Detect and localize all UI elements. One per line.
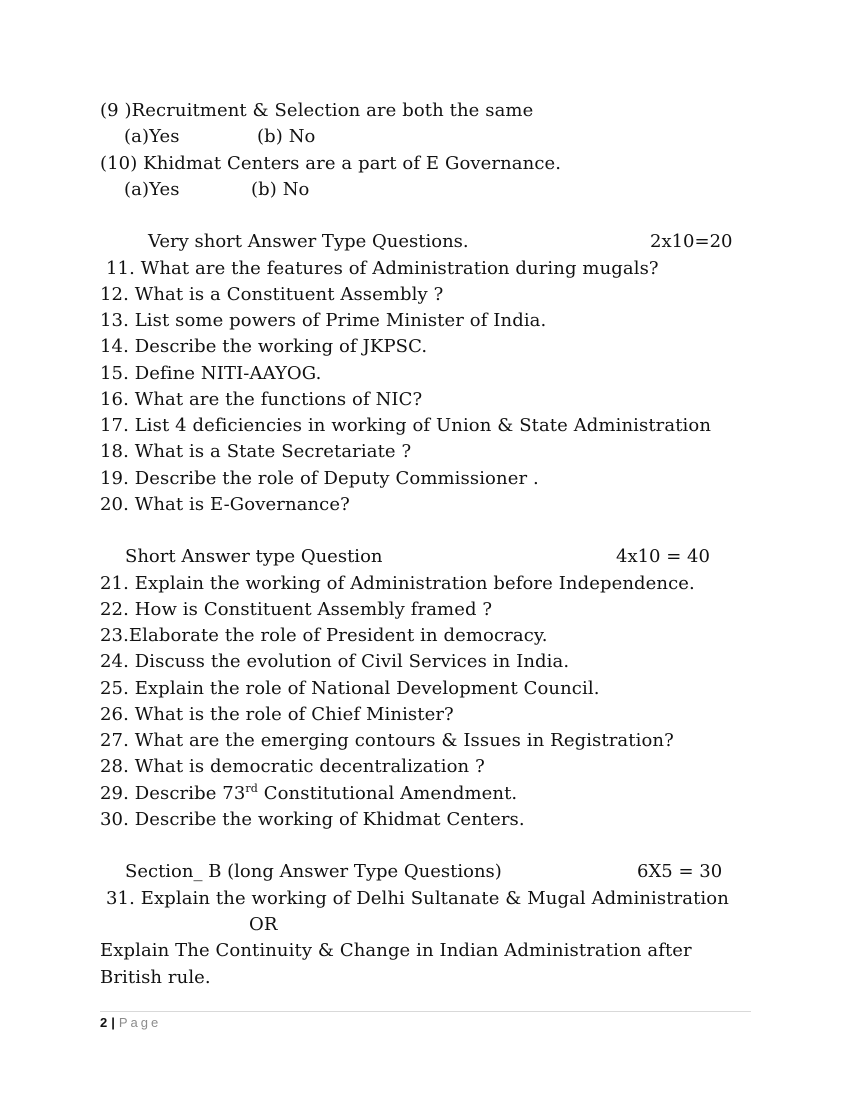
question-30: 30. Describe the working of Khidmat Centers. (100, 809, 525, 830)
short-section-marks: 4x10 = 40 (616, 546, 710, 567)
question-20: 20. What is E-Governance? (100, 494, 350, 515)
very-short-section-title: Very short Answer Type Questions. (148, 231, 469, 252)
q10-option-b: (b) No (251, 179, 310, 200)
question-29-superscript: rd (245, 782, 258, 795)
short-section-title: Short Answer type Question (125, 546, 383, 567)
question-18: 18. What is a State Secretariate ? (100, 441, 412, 462)
footer-separator: | (111, 1015, 115, 1030)
question-21: 21. Explain the working of Administration before Independence. (100, 573, 695, 594)
question-29-suffix: Constitutional Amendment. (257, 783, 518, 804)
question-29 (100, 783, 517, 805)
page-footer (100, 1014, 161, 1032)
page-number: 2 (100, 1015, 108, 1030)
question-31: 31. Explain the working of Delhi Sultanate & Mugal Administration (106, 888, 729, 909)
question-9: (9 )Recruitment & Selection are both the same (100, 100, 534, 121)
question-22: 22. How is Constituent Assembly framed ? (100, 599, 493, 620)
question-31-alternative-line-2: British rule. (100, 967, 211, 988)
or-separator: OR (249, 914, 278, 935)
q10-option-a: (a)Yes (124, 179, 180, 200)
question-12: 12. What is a Constituent Assembly ? (100, 284, 444, 305)
section-b-title: Section_ B (long Answer Type Questions) (125, 861, 502, 882)
question-25: 25. Explain the role of National Development Council. (100, 678, 600, 699)
question-14: 14. Describe the working of JKPSC. (100, 336, 428, 357)
question-26: 26. What is the role of Chief Minister? (100, 704, 454, 725)
page-label: Page (118, 1015, 162, 1030)
question-28: 28. What is democratic decentralization ? (100, 756, 485, 777)
section-b-marks: 6X5 = 30 (637, 861, 723, 882)
question-29-prefix: 29. Describe 73 (100, 783, 246, 804)
question-10: (10) Khidmat Centers are a part of E Governance. (100, 153, 562, 174)
question-23: 23.Elaborate the role of President in democracy. (100, 625, 548, 646)
question-31-alternative-line-1: Explain The Continuity & Change in Indian Administration after (100, 940, 692, 961)
q9-option-a: (a)Yes (124, 126, 180, 147)
question-16: 16. What are the functions of NIC? (100, 389, 423, 410)
question-13: 13. List some powers of Prime Minister of India. (100, 310, 547, 331)
question-17: 17. List 4 deficiencies in working of Union & State Administration (100, 415, 712, 436)
question-19: 19. Describe the role of Deputy Commissioner . (100, 468, 539, 489)
footer-divider (100, 1011, 751, 1012)
question-24: 24. Discuss the evolution of Civil Services in India. (100, 651, 570, 672)
question-11: 11. What are the features of Administration during mugals? (106, 258, 659, 279)
q9-option-b: (b) No (257, 126, 316, 147)
very-short-section-marks: 2x10=20 (650, 231, 733, 252)
question-15: 15. Define NITI-AAYOG. (100, 363, 322, 384)
question-27: 27. What are the emerging contours & Issues in Registration? (100, 730, 674, 751)
